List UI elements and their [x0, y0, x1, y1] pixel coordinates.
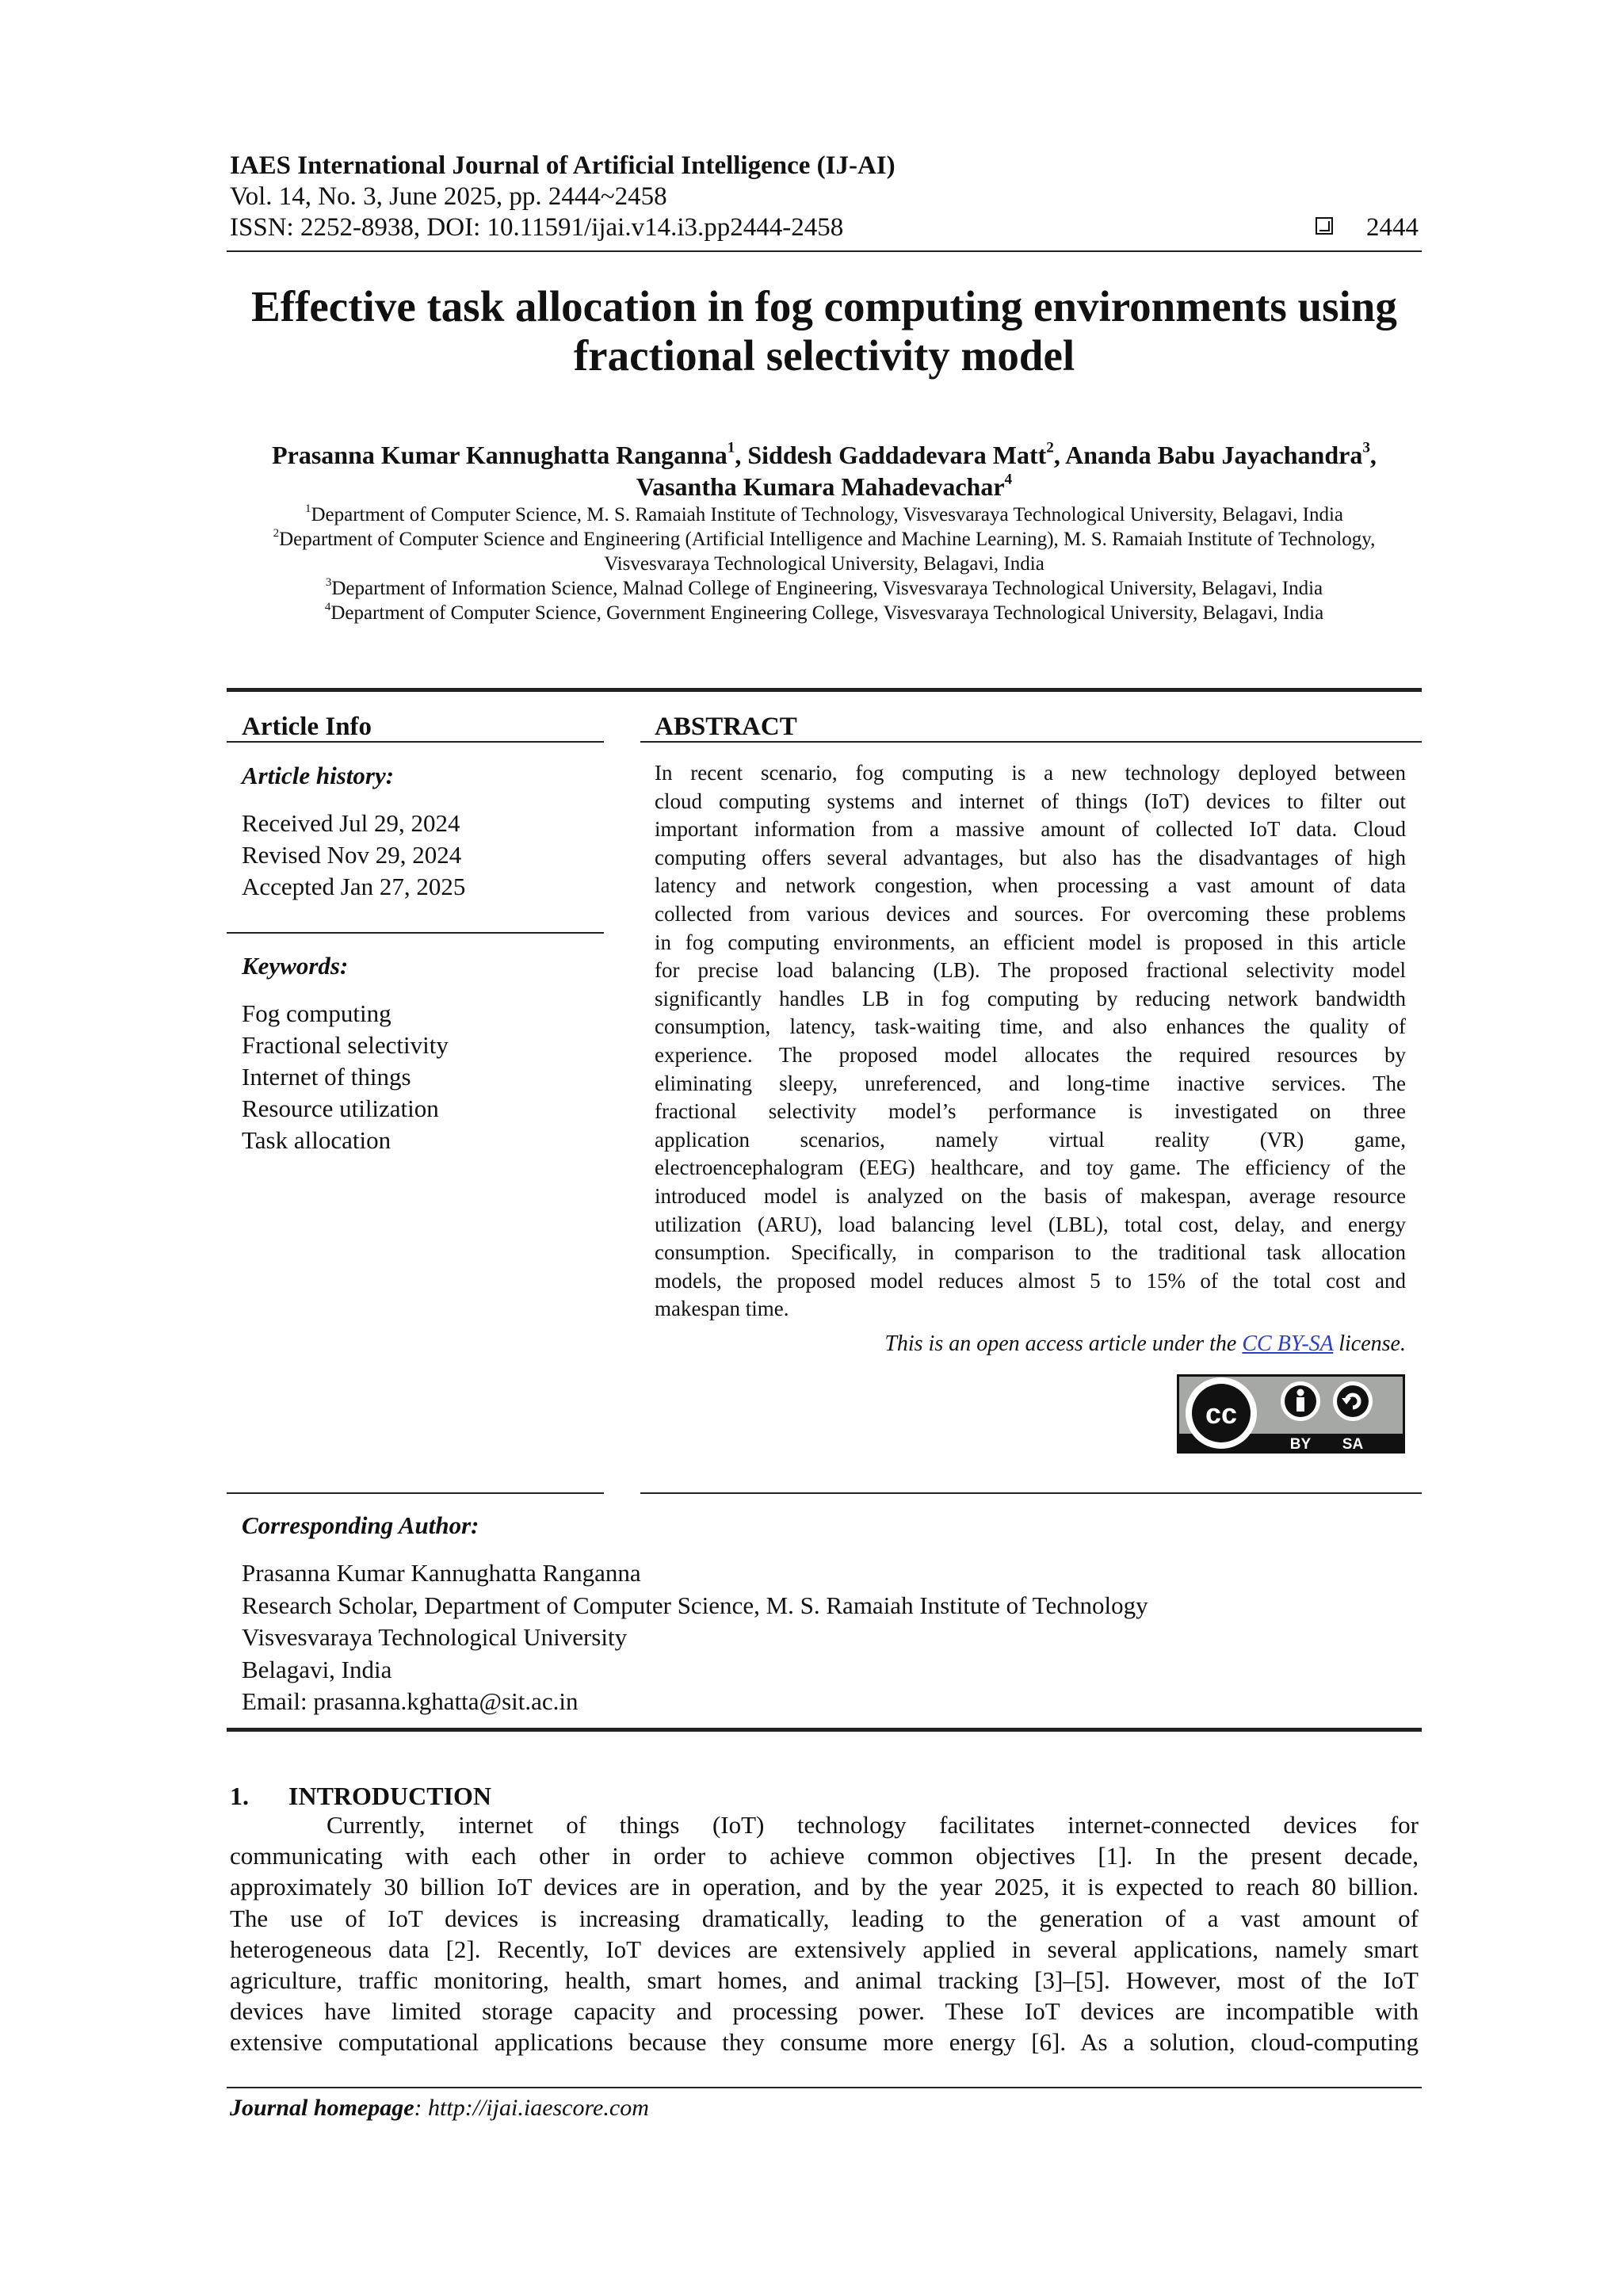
article-history: [242, 808, 465, 903]
article-info-rule: [227, 741, 604, 743]
paper-title: [206, 282, 1442, 380]
author-city: Belagavi, India: [242, 1655, 392, 1683]
history-rule: [227, 932, 604, 934]
keywords-label: Keywords:: [242, 952, 349, 980]
info-top-rule: [227, 688, 1422, 692]
info-end-rule: [227, 1728, 1422, 1732]
abstract-line: electroencephalogram (EEG) healthcare, and toy game. The efficiency of the: [655, 1156, 1406, 1180]
header-rule: [227, 250, 1422, 252]
received-date: Received Jul 29, 2024: [242, 809, 460, 837]
author-name: Siddesh Gaddadevara Matt: [747, 441, 1047, 469]
license-suffix: license.: [1333, 1331, 1406, 1356]
introduction-body: [230, 1809, 1419, 2058]
affiliation-mark: 1: [727, 439, 735, 457]
cc-by-sa-badge-icon[interactable]: [1177, 1374, 1405, 1454]
affiliation: [206, 552, 1442, 576]
body-line: heterogeneous data [2]. Recently, IoT devices are extensively applied in several applications, namely smart: [230, 1935, 1419, 1963]
author-list: Prasanna Kumar Kannughatta Ranganna$^1$, Siddesh Gaddadevara Matt$^2$, Ananda Babu Jayachandra$^3$, Vasantha Kumara Mahadevachar$^4$: [272, 439, 1377, 501]
affiliation-text: Department of Computer Science and Engineering (Artificial Intelligence and Machine Learning), M. S. Ramaiah Institute of Technology,: [279, 529, 1376, 550]
affiliation-mark: 4: [324, 600, 331, 613]
abstract-line: eliminating sleepy, unreferenced, and long-time inactive services. The: [655, 1071, 1406, 1095]
abstract-line: fractional selectivity model’s performance is investigated on three: [655, 1099, 1406, 1124]
title-line: Effective task allocation in fog computing environments using: [251, 282, 1397, 330]
badge-sa-label: SA: [1342, 1436, 1364, 1453]
affiliation-text: Department of Computer Science, M. S. Ramaiah Institute of Technology, Visvesvaraya Technological University, Belagavi, India: [311, 504, 1344, 525]
journal-homepage: [230, 2093, 649, 2123]
page-number: 2444: [1366, 213, 1419, 242]
body-line: extensive computational applications because they consume more energy [6]. As a solution, cloud-computing: [230, 2028, 1419, 2057]
body-line: communicating with each other in order to achieve common objectives [1]. In the present decade,: [230, 1842, 1419, 1870]
article-history-label: Article history:: [242, 762, 395, 789]
affiliation-text: Department of Information Science, Malnad College of Engineering, Visvesvaraya Technological University, Belagavi, India: [331, 578, 1323, 599]
abstract-line: significantly handles LB in fog computing by reducing network bandwidth: [655, 986, 1406, 1010]
abstract-line: important information from a massive amount of collected IoT data. Cloud: [655, 817, 1406, 842]
author-separator: ,: [1053, 441, 1066, 469]
issn-doi: ISSN: 2252-8938, DOI: 10.11591/ijai.v14.i3.pp2444-2458: [230, 213, 844, 242]
affiliation-mark: 3: [1362, 439, 1370, 457]
author-name: Prasanna Kumar Kannughatta Ranganna: [272, 441, 727, 469]
homepage-label: Journal homepage: [230, 2095, 414, 2121]
author-university: Visvesvaraya Technological University: [242, 1623, 628, 1651]
cc-icon: cc: [1205, 1397, 1238, 1430]
affiliation-text: Visvesvaraya Technological University, Belagavi, India: [604, 553, 1044, 575]
running-header: [230, 151, 1419, 243]
abstract-line: In recent scenario, fog computing is a new technology deployed between: [655, 761, 1406, 785]
abstract-line: computing offers several advantages, but also has the disadvantages of high: [655, 845, 1406, 869]
by-icon-body: [1296, 1397, 1304, 1412]
affiliation-mark: 2: [273, 526, 280, 540]
affiliation-list: [206, 502, 1442, 625]
revised-date: Revised Nov 29, 2024: [242, 841, 462, 869]
affiliation-text: Department of Computer Science, Government Engineering College, Visvesvaraya Technological University, Belagavi, India: [330, 602, 1324, 624]
info-bottom-rule-left: [227, 1492, 604, 1494]
body-line: approximately 30 billion IoT devices are in operation, and by the year 2025, it is expected to reach 80 billion.: [230, 1873, 1419, 1901]
abstract-line: consumption. Specifically, in comparison to the traditional task allocation: [655, 1240, 1406, 1265]
checkbox-icon: [1316, 217, 1333, 235]
author-name: Prasanna Kumar Kannughatta Ranganna: [242, 1559, 641, 1587]
license-note: [655, 1331, 1406, 1358]
affiliation-mark: 2: [1046, 439, 1054, 457]
author-position: Research Scholar, Department of Computer Science, M. S. Ramaiah Institute of Technology: [242, 1591, 1148, 1619]
section-title: INTRODUCTION: [288, 1782, 492, 1810]
affiliation: [206, 527, 1442, 552]
abstract-line: application scenarios, namely virtual reality (VR) game,: [655, 1127, 1406, 1152]
abstract-body: [655, 759, 1406, 1324]
abstract-line: makespan time.: [655, 1297, 789, 1321]
affiliation: [206, 502, 1442, 527]
keyword: Internet of things: [242, 1063, 411, 1091]
journal-name: IAES International Journal of Artificial Intelligence (IJ-AI): [230, 151, 896, 180]
abstract-line: experience. The proposed model allocates the required resources by: [655, 1042, 1406, 1067]
title-line: fractional selectivity model: [573, 331, 1075, 380]
corresponding-author: [242, 1557, 1148, 1718]
by-icon-head: [1297, 1389, 1304, 1396]
abstract-line: cloud computing systems and internet of things (IoT) devices to filter out: [655, 789, 1406, 813]
cc-by-sa-link[interactable]: CC BY-SA: [1242, 1331, 1334, 1356]
abstract-heading: ABSTRACT: [655, 712, 797, 741]
abstract-line: in fog computing environments, an efficient model is proposed in this article: [655, 930, 1406, 954]
body-line: The use of IoT devices is increasing dramatically, leading to the generation of a vast amount of: [230, 1904, 1419, 1932]
affiliation: [206, 601, 1442, 625]
abstract-line: utilization (ARU), load balancing level (LBL), total cost, delay, and energy: [655, 1212, 1406, 1236]
section-heading: [230, 1780, 491, 1812]
homepage-url[interactable]: : http://ijai.iaescore.com: [414, 2095, 649, 2121]
keyword-list: [242, 998, 449, 1156]
corresponding-author-label: Corresponding Author:: [242, 1511, 479, 1539]
license-prefix: This is an open access article under the: [884, 1331, 1243, 1356]
affiliation: [206, 576, 1442, 601]
article-info-heading: Article Info: [242, 712, 372, 741]
author-email: Email: prasanna.kghatta@sit.ac.in: [242, 1687, 579, 1715]
affiliation-mark: 1: [304, 502, 311, 515]
author-name: Vasantha Kumara Mahadevachar: [636, 472, 1005, 501]
abstract-line: for precise load balancing (LB). The proposed fractional selectivity model: [655, 958, 1406, 983]
abstract-line: collected from various devices and sources. For overcoming these problems: [655, 901, 1406, 926]
accepted-date: Accepted Jan 27, 2025: [242, 873, 466, 900]
body-line: devices have limited storage capacity and processing power. These IoT devices are incompatible with: [230, 1997, 1419, 2026]
abstract-line: introduced model is analyzed on the basis of makespan, average resource: [655, 1183, 1406, 1208]
badge-by-label: BY: [1289, 1436, 1312, 1453]
keyword: Resource utilization: [242, 1095, 439, 1122]
body-line: agriculture, traffic monitoring, health, smart homes, and animal tracking [3]–[5]. However, most of the IoT: [230, 1966, 1419, 1995]
sa-icon: [1337, 1385, 1369, 1417]
body-line: Currently, internet of things (IoT) technology facilitates internet-connected devices for: [327, 1811, 1419, 1839]
abstract-rule: [640, 741, 1422, 743]
abstract-line: models, the proposed model reduces almost 5 to 15% of the total cost and: [655, 1268, 1406, 1293]
author-name: Ananda Babu Jayachandra: [1065, 441, 1363, 469]
keyword: Fog computing: [242, 999, 391, 1027]
keyword: Task allocation: [242, 1126, 391, 1154]
info-bottom-rule-right: [640, 1492, 1422, 1494]
author-separator: ,: [735, 441, 748, 469]
affiliation-mark: 3: [325, 575, 332, 589]
section-number: 1.: [230, 1782, 249, 1810]
affiliation-mark: 4: [1004, 471, 1013, 488]
volume-info: Vol. 14, No. 3, June 2025, pp. 2444~2458: [230, 182, 667, 211]
abstract-line: latency and network congestion, when processing a vast amount of data: [655, 873, 1406, 898]
footer-rule: [227, 2087, 1422, 2088]
keyword: Fractional selectivity: [242, 1031, 449, 1059]
abstract-line: consumption, latency, task-waiting time, and also enhances the quality of: [655, 1014, 1406, 1039]
